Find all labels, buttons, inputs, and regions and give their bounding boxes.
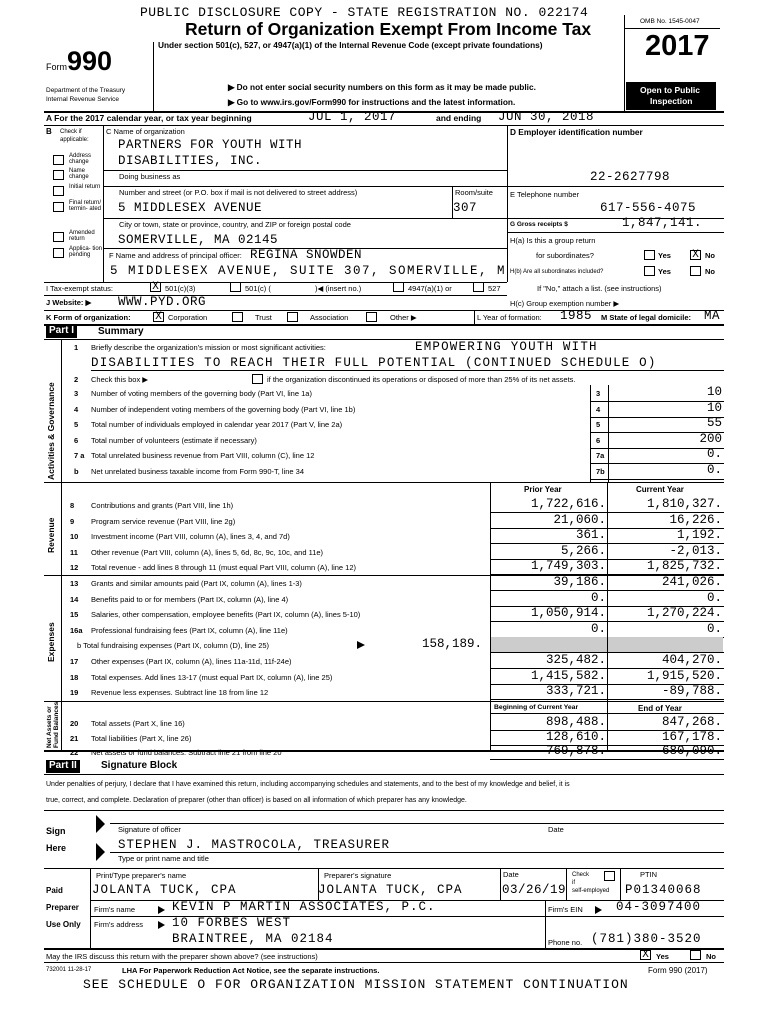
gov-line-value[interactable]: 0.: [706, 462, 722, 477]
fin-line-number: 14: [70, 594, 79, 604]
gov-line-value[interactable]: 200: [699, 431, 722, 446]
fin-line-current[interactable]: 0.: [706, 621, 722, 636]
fin-line-number: 13: [70, 579, 79, 588]
tax-year: 2017: [645, 30, 710, 62]
opt-association: Association: [310, 313, 349, 322]
gov-line-label: Total number of volunteers (estimate if necessary): [91, 435, 257, 445]
preparer-name[interactable]: JOLANTA TUCK, CPA: [92, 883, 237, 897]
line-16b-arrow-icon: [357, 641, 365, 649]
principal-officer-address[interactable]: 5 MIDDLESEX AVENUE, SUITE 307, SOMERVILLE, M: [110, 264, 507, 278]
website-label: J Website: ▶: [46, 298, 92, 307]
checkbox-final-return[interactable]: [53, 202, 64, 212]
checkbox-hb-yes[interactable]: [644, 266, 655, 276]
side-activities-governance: Activities & Governance: [46, 382, 56, 480]
firm-address-line1[interactable]: 10 FORBES WEST: [172, 916, 292, 930]
street-address[interactable]: 5 MIDDLESEX AVENUE: [118, 201, 263, 215]
checkbox-discuss-yes[interactable]: X: [640, 950, 651, 960]
gov-line-label: Total number of individuals employed in calendar year 2017 (Part V, line 2a): [91, 420, 343, 429]
checkbox-name-change[interactable]: [53, 170, 64, 180]
gov-line-box: 7b: [596, 466, 605, 476]
discuss-question: May the IRS discuss this return with the preparer shown above? (see instructions): [46, 952, 318, 961]
gov-line-number: b: [74, 466, 79, 476]
check-if: Check if: [60, 129, 82, 135]
fin-line-number: 20: [70, 719, 79, 728]
fin-line-current[interactable]: 1,810,327.: [646, 497, 722, 511]
fin-line-prior[interactable]: 1,050,914.: [530, 606, 606, 620]
address-change-label: Address change: [69, 153, 92, 165]
telephone-value[interactable]: 617-556-4075: [600, 201, 697, 215]
gov-line-box: 6: [596, 435, 601, 445]
tax-year-end[interactable]: JUN 30, 2018: [498, 110, 595, 124]
form-of-org-label: K Form of organization:: [46, 313, 131, 322]
current-year-header: Current Year: [636, 485, 684, 494]
room-suite[interactable]: 307: [453, 201, 478, 215]
form-code: 732001 11-28-17: [46, 967, 92, 973]
eoy-header: End of Year: [638, 704, 682, 713]
ha-label: H(a) Is this a group return: [510, 236, 596, 245]
final-return-label: Final return/ termin- ated: [69, 200, 102, 212]
fin-line-current[interactable]: 1,270,224.: [646, 606, 722, 620]
fin-line-label: Salaries, other compensation, employee benefits (Part IX, column (A), lines 5-10): [91, 610, 361, 619]
fin-line-prior[interactable]: 0.: [590, 590, 606, 605]
checkbox-address-change[interactable]: [53, 155, 64, 165]
sign-date-label: Date: [548, 825, 564, 834]
side-net-assets: Net Assets or Fund Balances: [46, 701, 60, 748]
penalty-text-1: Under penalties of perjury, I declare that I have examined this return, including accompanying schedules and statements, and to the best of my knowledge and belief, it is: [46, 781, 570, 788]
fin-line-label: Total expenses. Add lines 13-17 (must equal Part IX, column (A), line 25): [91, 672, 333, 682]
checkbox-other[interactable]: [366, 312, 377, 322]
hc-label: H(c) Group exemption number ▶: [510, 299, 620, 308]
hb-note: If "No," attach a list. (see instructions): [537, 284, 662, 293]
fin-line-current[interactable]: 1,192.: [676, 528, 722, 542]
line-16b-label: b Total fundraising expenses (Part IX, column (D), line 25): [77, 641, 270, 650]
preparer-date-label: Date: [503, 870, 519, 879]
fin-line-prior[interactable]: 1,749,303.: [530, 559, 606, 573]
amended-return-label: Amended return: [69, 230, 95, 242]
principal-officer-label: F Name and address of principal officer:: [109, 251, 242, 260]
use-only-label: Use Only: [46, 920, 81, 929]
fin-line-current[interactable]: 1,825,732.: [646, 559, 722, 573]
mission-line1[interactable]: EMPOWERING YOUTH WITH: [415, 340, 598, 354]
preparer-label: Preparer: [46, 903, 79, 912]
line-16b-value[interactable]: 158,189.: [421, 637, 482, 651]
preparer-signature-label: Preparer's signature: [324, 871, 392, 880]
gov-line-number: 4: [74, 404, 79, 414]
firm-address-label: Firm's address: [94, 920, 143, 929]
fin-line-current[interactable]: 1,915,520.: [646, 668, 722, 683]
gov-line-label: Number of voting members of the governing body (Part VI, line 1a): [91, 389, 312, 398]
opt-527: 527: [488, 284, 501, 293]
fin-line-label: Benefits paid to or for members (Part IX, column (A), line 4): [91, 594, 289, 604]
gross-receipts-label: G Gross receipts $: [510, 221, 568, 228]
inspection: Inspection: [650, 96, 693, 106]
fin-line-number: 9: [70, 516, 75, 526]
hb-yes-label: Yes: [658, 267, 671, 276]
signature-officer-label: Signature of officer: [118, 825, 181, 834]
fin-line-current[interactable]: -2,013.: [669, 543, 722, 558]
fin-line-prior[interactable]: 333,721.: [545, 684, 606, 698]
street-label: Number and street (or P.O. box if mail is not delivered to street address): [119, 188, 358, 197]
fin-line-current[interactable]: 16,226.: [669, 512, 722, 527]
fin-line-prior[interactable]: 325,482.: [545, 653, 606, 667]
part1-tag: Part I: [46, 325, 77, 338]
fin-line-prior[interactable]: 0.: [590, 621, 606, 636]
fin-line-current[interactable]: 404,270.: [661, 653, 722, 667]
gov-line-box: 5: [596, 420, 601, 429]
mission-label: Briefly describe the organization's mission or most significant activities:: [91, 343, 326, 352]
public-disclosure-stamp: PUBLIC DISCLOSURE COPY - STATE REGISTRATION NO. 022174: [140, 5, 589, 20]
fin-line-label: Total liabilities (Part X, line 26): [91, 733, 192, 743]
dept-treasury: Department of the Treasury: [46, 87, 126, 94]
checkbox-association[interactable]: [287, 312, 298, 322]
fin-line-label: Contributions and grants (Part VIII, line 1h): [91, 501, 234, 510]
org-name-line1[interactable]: PARTNERS FOR YOUTH WITH: [118, 138, 303, 152]
firm-ein-label: Firm's EIN: [548, 905, 583, 914]
ssn-notice: ▶ Do not enter social security numbers on this form as it may be made public.: [228, 82, 536, 92]
fin-line-label: Revenue less expenses. Subtract line 18 from line 12: [91, 688, 269, 697]
opt-corporation: Corporation: [168, 313, 208, 322]
gov-line-number: 3: [74, 389, 79, 398]
gov-line-value[interactable]: 10: [706, 400, 722, 415]
fin-line-prior[interactable]: 769,878.: [545, 744, 606, 758]
discuss-yes-label: Yes: [656, 952, 669, 961]
fin-line-number: 11: [70, 547, 78, 557]
checkbox-4947[interactable]: [393, 282, 404, 292]
gross-receipts[interactable]: 1,847,141.: [622, 216, 703, 230]
ein-label: D Employer identification number: [510, 127, 643, 137]
fin-line-number: 17: [70, 657, 79, 666]
year-formation[interactable]: 1985: [560, 309, 593, 323]
ha-label2: for subordinates?: [536, 251, 594, 260]
fin-line-current[interactable]: -89,788.: [661, 684, 722, 698]
checkbox-corporation[interactable]: X: [153, 312, 164, 322]
fin-line-number: 22: [70, 748, 79, 757]
fin-line-prior[interactable]: 1,415,582.: [530, 668, 606, 683]
preparer-date[interactable]: 03/26/19: [502, 883, 567, 897]
fin-line-current[interactable]: 847,268.: [661, 715, 722, 729]
sign-label: Sign: [46, 826, 66, 836]
ha-no-label: No: [705, 251, 715, 260]
fin-line-label: Investment income (Part VIII, column (A), lines 3, 4, and 7d): [91, 532, 290, 541]
ein-value[interactable]: 22-2627798: [590, 170, 671, 184]
firm-address-arrow-icon: [158, 921, 165, 929]
checkbox-discontinued[interactable]: [252, 374, 263, 384]
fin-line-label: Professional fundraising fees (Part IX, column (A), line 11e): [91, 625, 288, 635]
checkbox-self-employed[interactable]: [604, 871, 615, 881]
side-expenses: Expenses: [46, 622, 56, 662]
checkbox-initial-return[interactable]: [53, 186, 64, 196]
gov-line-label: Total unrelated business revenue from Part VIII, column (C), line 12: [91, 451, 315, 460]
penalty-text-2: true, correct, and complete. Declaration of preparer (other than officer) is based on all information of which preparer has any knowledge.: [46, 797, 467, 804]
line2-check-label: Check this box ▶: [91, 375, 149, 384]
year-formation-label: L Year of formation:: [477, 313, 542, 322]
opt-insert-no: )◀ (insert no.): [315, 284, 362, 293]
checkbox-amended-return[interactable]: [53, 232, 64, 242]
firm-phone-label: Phone no.: [548, 938, 583, 947]
part2-tag: Part II: [46, 760, 80, 773]
lha-notice: LHA For Paperwork Reduction Act Notice, see the separate instructions.: [122, 966, 380, 975]
fin-line-prior[interactable]: 898,488.: [545, 715, 606, 729]
form-subtitle: Under section 501(c), 527, or 4947(a)(1) of the Internal Revenue Code (except private foundations): [158, 40, 543, 50]
mission-line2[interactable]: DISABILITIES TO REACH THEIR FULL POTENTIAL (CONTINUED SCHEDULE O): [91, 356, 657, 370]
form-footer-label: Form 990 (2017): [648, 966, 708, 975]
opt-other: Other ▶: [390, 313, 417, 322]
checkbox-hb-no[interactable]: [690, 266, 701, 276]
fin-line-prior[interactable]: 1,722,616.: [530, 497, 606, 511]
city-label: City or town, state or province, country, and ZIP or foreign postal code: [119, 220, 351, 229]
room-suite-label: Room/suite: [455, 188, 493, 197]
firm-ein-arrow-icon: [595, 906, 602, 914]
fin-line-label: Program service revenue (Part VIII, line 2g): [91, 516, 236, 526]
preparer-ptin[interactable]: P01340068: [625, 883, 702, 897]
principal-officer[interactable]: REGINA SNOWDEN: [250, 248, 363, 262]
fin-line-number: 10: [70, 532, 79, 541]
part2-title: Signature Block: [101, 760, 178, 771]
self-employed-label: self-employed: [572, 888, 610, 894]
ha-yes-label: Yes: [658, 251, 671, 260]
domicile-state[interactable]: MA: [704, 309, 721, 323]
gov-line-number: 7 a: [74, 451, 85, 460]
form-title: Return of Organization Exempt From Income Tax: [185, 19, 592, 39]
form-word: Form: [46, 62, 67, 72]
hb-no-label: No: [705, 267, 715, 276]
checkbox-501c[interactable]: [230, 282, 241, 292]
fin-line-number: 12: [70, 563, 79, 572]
gov-line-label: Number of independent voting members of the governing body (Part VI, line 1b): [91, 404, 356, 414]
dba-label: Doing business as: [119, 172, 181, 181]
line-a-label: A For the 2017 calendar year, or tax year beginning: [46, 113, 252, 123]
if-label: if: [572, 880, 575, 886]
fin-line-label: Net assets or fund balances. Subtract line 21 from line 20: [91, 748, 282, 757]
firm-name[interactable]: KEVIN P MARTIN ASSOCIATES, P.C.: [172, 900, 436, 914]
fin-line-label: Other revenue (Part VIII, column (A), lines 5, 6d, 8c, 9c, 10c, and 11e): [91, 547, 324, 557]
checkbox-trust[interactable]: [232, 312, 243, 322]
gov-line-value[interactable]: 55: [706, 416, 722, 430]
firm-ein[interactable]: 04-3097400: [616, 900, 702, 914]
gov-line-number: 5: [74, 420, 79, 429]
preparer-signature[interactable]: JOLANTA TUCK, CPA: [318, 883, 463, 897]
fin-line-label: Other expenses (Part IX, column (A), lines 11a-11d, 11f-24e): [91, 657, 292, 666]
gov-line-value[interactable]: 10: [706, 385, 722, 399]
website-value[interactable]: WWW.PYD.ORG: [118, 295, 207, 309]
fin-line-number: 19: [70, 688, 79, 697]
opt-4947: 4947(a)(1) or: [408, 284, 452, 293]
fin-line-prior[interactable]: 39,186.: [553, 575, 606, 589]
officer-name-title[interactable]: STEPHEN J. MASTROCOLA, TREASURER: [118, 838, 391, 852]
checkbox-application-pending[interactable]: [53, 248, 64, 258]
tax-exempt-status-label: I Tax-exempt status:: [46, 284, 113, 293]
domicile-label: M State of legal domicile:: [601, 313, 692, 322]
firm-name-label: Firm's name: [94, 905, 136, 914]
opt-trust: Trust: [255, 313, 272, 322]
fin-line-number: 15: [70, 610, 79, 619]
gov-line-number: 6: [74, 435, 79, 445]
hb-label: H(b) Are all subordinates included?: [510, 269, 604, 275]
and-ending: and ending: [436, 113, 482, 123]
gov-line-box: 3: [596, 389, 601, 398]
boy-header: Beginning of Current Year: [494, 704, 579, 711]
fin-line-label: Total assets (Part X, line 16): [91, 719, 185, 728]
name-arrow-icon: [96, 843, 105, 861]
line-b-letter: B: [46, 127, 52, 136]
firm-phone[interactable]: (781)380-3520: [591, 932, 702, 946]
checkbox-501c3[interactable]: X: [150, 282, 161, 292]
discuss-no-label: No: [706, 952, 716, 961]
instructions-notice: ▶ Go to www.irs.gov/Form990 for instructions and the latest information.: [228, 97, 516, 107]
part1-title: Summary: [98, 326, 144, 337]
checkbox-discuss-no[interactable]: [690, 950, 701, 960]
schedule-o-note: SEE SCHEDULE O FOR ORGANIZATION MISSION STATEMENT CONTINUATION: [83, 977, 629, 992]
firm-address-line2[interactable]: BRAINTREE, MA 02184: [172, 932, 334, 946]
checkbox-ha-yes[interactable]: [644, 250, 655, 260]
org-name-label: C Name of organization: [106, 127, 185, 136]
name-change-label: Name change: [69, 168, 89, 180]
fin-line-current[interactable]: 167,178.: [661, 729, 722, 744]
checkbox-ha-no[interactable]: X: [690, 250, 701, 260]
tax-year-begin[interactable]: JUL 1, 2017: [308, 110, 397, 124]
fin-line-prior[interactable]: 21,060.: [553, 512, 606, 527]
line2-text: if the organization discontinued its operations or disposed of more than 25% of its net assets.: [267, 375, 576, 384]
initial-return-label: Initial return: [69, 184, 101, 190]
sign-arrow-icon: [96, 815, 105, 833]
fin-line-prior[interactable]: 5,266.: [560, 543, 606, 558]
irs-label: Internal Revenue Service: [46, 96, 119, 103]
fin-line-number: 21: [70, 733, 79, 743]
omb-number: OMB No. 1545-0047: [640, 18, 700, 25]
fin-line-current[interactable]: 241,026.: [661, 575, 722, 589]
paid-label: Paid: [46, 886, 63, 895]
fin-line-current[interactable]: 680,090.: [661, 744, 722, 758]
gov-line-box: 7a: [596, 451, 605, 460]
gov-line-value[interactable]: 0.: [706, 447, 722, 461]
telephone-label: E Telephone number: [510, 190, 580, 199]
prior-year-header: Prior Year: [524, 485, 562, 494]
fin-line-label: Grants and similar amounts paid (Part IX, column (A), lines 1-3): [91, 579, 302, 588]
fin-line-prior[interactable]: 128,610.: [545, 729, 606, 744]
here-label: Here: [46, 843, 67, 853]
fin-line-number: 18: [70, 672, 79, 682]
preparer-name-label: Print/Type preparer's name: [96, 871, 187, 880]
city-state-zip[interactable]: SOMERVILLE, MA 02145: [118, 233, 279, 247]
gov-line-box: 4: [596, 404, 601, 414]
checkbox-527[interactable]: [473, 282, 484, 292]
org-name-line2[interactable]: DISABILITIES, INC.: [118, 154, 263, 168]
fin-line-label: Total revenue - add lines 8 through 11 (must equal Part VIII, column (A), line 12): [91, 563, 356, 572]
firm-name-arrow-icon: [158, 906, 165, 914]
ptin-label: PTIN: [640, 870, 658, 879]
opt-501c3: 501(c)(3): [165, 284, 196, 293]
form-number: 990: [67, 46, 113, 76]
fin-line-current[interactable]: 0.: [706, 590, 722, 605]
fin-line-number: 8: [70, 501, 75, 510]
side-revenue: Revenue: [46, 517, 56, 553]
applicable: applicable:: [60, 137, 89, 143]
fin-line-prior[interactable]: 361.: [575, 528, 606, 542]
application-pending-label: Applica- tion pending: [69, 246, 103, 258]
open-to-public: Open to Public: [640, 85, 700, 95]
gov-line-label: Net unrelated business taxable income from Form 990-T, line 34: [91, 466, 305, 476]
type-name-label: Type or print name and title: [118, 854, 209, 863]
opt-501c: 501(c) (: [245, 284, 271, 293]
check-label: Check: [572, 872, 590, 878]
fin-line-number: 16a: [70, 625, 83, 635]
